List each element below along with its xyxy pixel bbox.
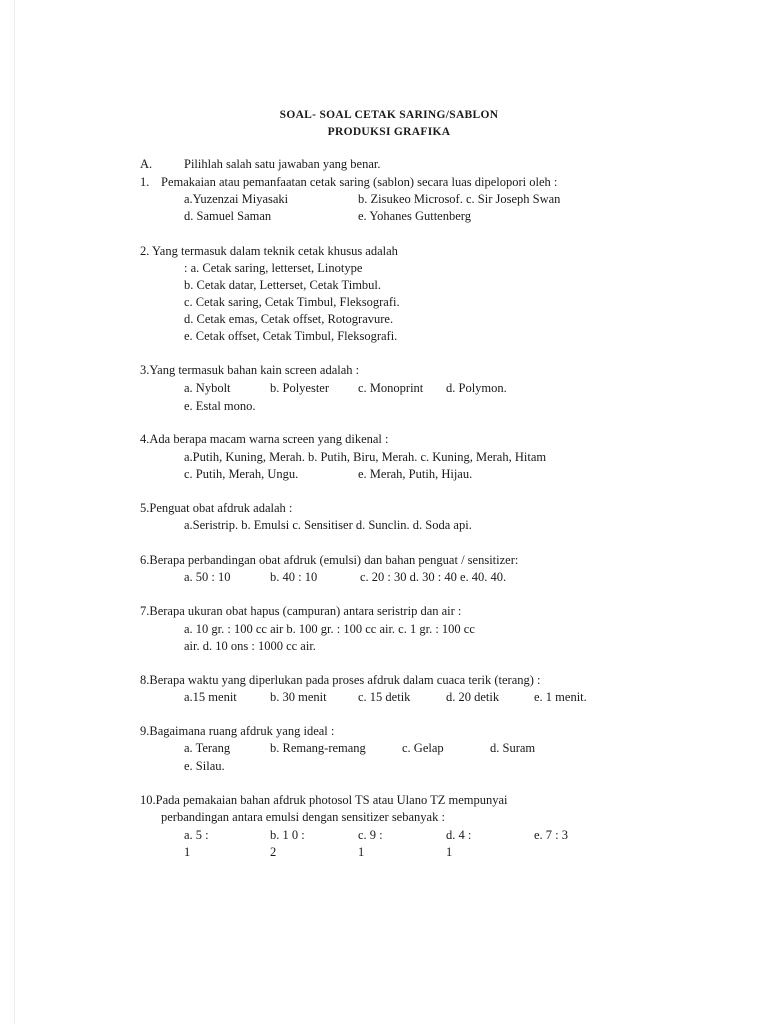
document-subtitle: PRODUKSI GRAFIKA <box>327 126 451 138</box>
q3-option-a: a. Nybolt <box>184 381 231 395</box>
q10-option-c: c. 9 : <box>358 828 383 842</box>
q2-option-a: : a. Cetak saring, letterset, Linotype <box>184 261 363 275</box>
q10-text-line1: 10.Pada pemakaian bahan afdruk photosol TS atau Ulano TZ mempunyai <box>140 793 508 807</box>
q3-option-d: d. Polymon. <box>446 381 507 395</box>
q10-option-a: a. 5 : <box>184 828 209 842</box>
q8-text: 8.Berapa waktu yang diperlukan pada proses afdruk dalam cuaca terik (terang) : <box>140 673 541 687</box>
q4-option-c2: c. Putih, Merah, Ungu. <box>184 467 299 481</box>
q8-option-d: d. 20 detik <box>446 690 500 704</box>
q8-option-a: a.15 menit <box>184 690 237 704</box>
q8-option-b: b. 30 menit <box>270 690 327 704</box>
q10-option-b: b. 1 0 : <box>270 828 305 842</box>
q10-option-d-denominator: 1 <box>446 845 453 859</box>
q2-option-d: d. Cetak emas, Cetak offset, Rotogravure. <box>184 312 394 326</box>
q6-text: 6.Berapa perbandingan obat afdruk (emulsi) dan bahan penguat / sensitizer: <box>140 553 519 567</box>
q10-option-e: e. 7 : 3 <box>534 828 569 842</box>
q2-text: 2. Yang termasuk dalam teknik cetak khusus adalah <box>140 244 398 258</box>
q4-option-e: e. Merah, Putih, Hijau. <box>358 467 473 481</box>
q10-option-d: d. 4 : <box>446 828 472 842</box>
page-border <box>14 0 755 1024</box>
q4-text: 4.Ada berapa macam warna screen yang dikenal : <box>140 432 389 446</box>
q1-option-d: d. Samuel Saman <box>184 209 272 223</box>
q10-text-line2: perbandingan antara emulsi dengan sensitizer sebanyak : <box>161 810 445 824</box>
q6-option-a: a. 50 : 10 <box>184 570 231 584</box>
q9-text: 9.Bagaimana ruang afdruk yang ideal : <box>140 724 335 738</box>
q2-option-b: b. Cetak datar, Letterset, Cetak Timbul. <box>184 278 382 292</box>
q7-options-line2: air. d. 10 ons : 1000 cc air. <box>184 639 316 653</box>
q9-option-c: c. Gelap <box>402 741 444 755</box>
q3-text: 3.Yang termasuk bahan kain screen adalah : <box>140 363 360 377</box>
q3-option-e: e. Estal mono. <box>184 399 256 413</box>
q8-option-c: c. 15 detik <box>358 690 411 704</box>
q9-option-d: d. Suram <box>490 741 536 755</box>
q7-text: 7.Berapa ukuran obat hapus (campuran) antara seristrip dan air : <box>140 604 462 618</box>
q6-option-b: b. 40 : 10 <box>270 570 318 584</box>
q9-option-a: a. Terang <box>184 741 231 755</box>
q1-option-bc: b. Zisukeo Microsof. c. Sir Joseph Swan <box>358 192 561 206</box>
q5-text: 5.Penguat obat afdruk adalah : <box>140 501 293 515</box>
q9-option-e: e. Silau. <box>184 759 225 773</box>
q3-option-b: b. Polyester <box>270 381 330 395</box>
q10-option-a-denominator: 1 <box>184 845 191 859</box>
document-title: SOAL- SOAL CETAK SARING/SABLON <box>279 109 499 121</box>
q4-options-abc: a.Putih, Kuning, Merah. b. Putih, Biru, Merah. c. Kuning, Merah, Hitam <box>184 450 547 464</box>
q1-number: 1. <box>140 175 150 189</box>
q6-options-cde: c. 20 : 30 d. 30 : 40 e. 40. 40. <box>360 570 507 584</box>
q5-options: a.Seristrip. b. Emulsi c. Sensitiser d. Sunclin. d. Soda api. <box>184 518 472 532</box>
section-instruction: Pilihlah salah satu jawaban yang benar. <box>184 157 381 171</box>
q10-option-c-denominator: 1 <box>358 845 365 859</box>
q7-options-line1: a. 10 gr. : 100 cc air b. 100 gr. : 100 cc air. c. 1 gr. : 100 cc <box>184 622 475 636</box>
q2-option-e: e. Cetak offset, Cetak Timbul, Fleksografi. <box>184 329 398 343</box>
q1-option-a: a.Yuzenzai Miyasaki <box>184 192 289 206</box>
section-letter: A. <box>140 157 153 171</box>
q3-option-c: c. Monoprint <box>358 381 424 395</box>
q9-option-b: b. Remang-remang <box>270 741 366 755</box>
q10-option-b-denominator: 2 <box>270 845 277 859</box>
q1-option-e: e. Yohanes Guttenberg <box>358 209 471 223</box>
q2-option-c: c. Cetak saring, Cetak Timbul, Fleksografi. <box>184 295 400 309</box>
q8-option-e: e. 1 menit. <box>534 690 587 704</box>
q1-text: Pemakaian atau pemanfaatan cetak saring (sablon) secara luas dipelopori oleh : <box>161 175 558 189</box>
